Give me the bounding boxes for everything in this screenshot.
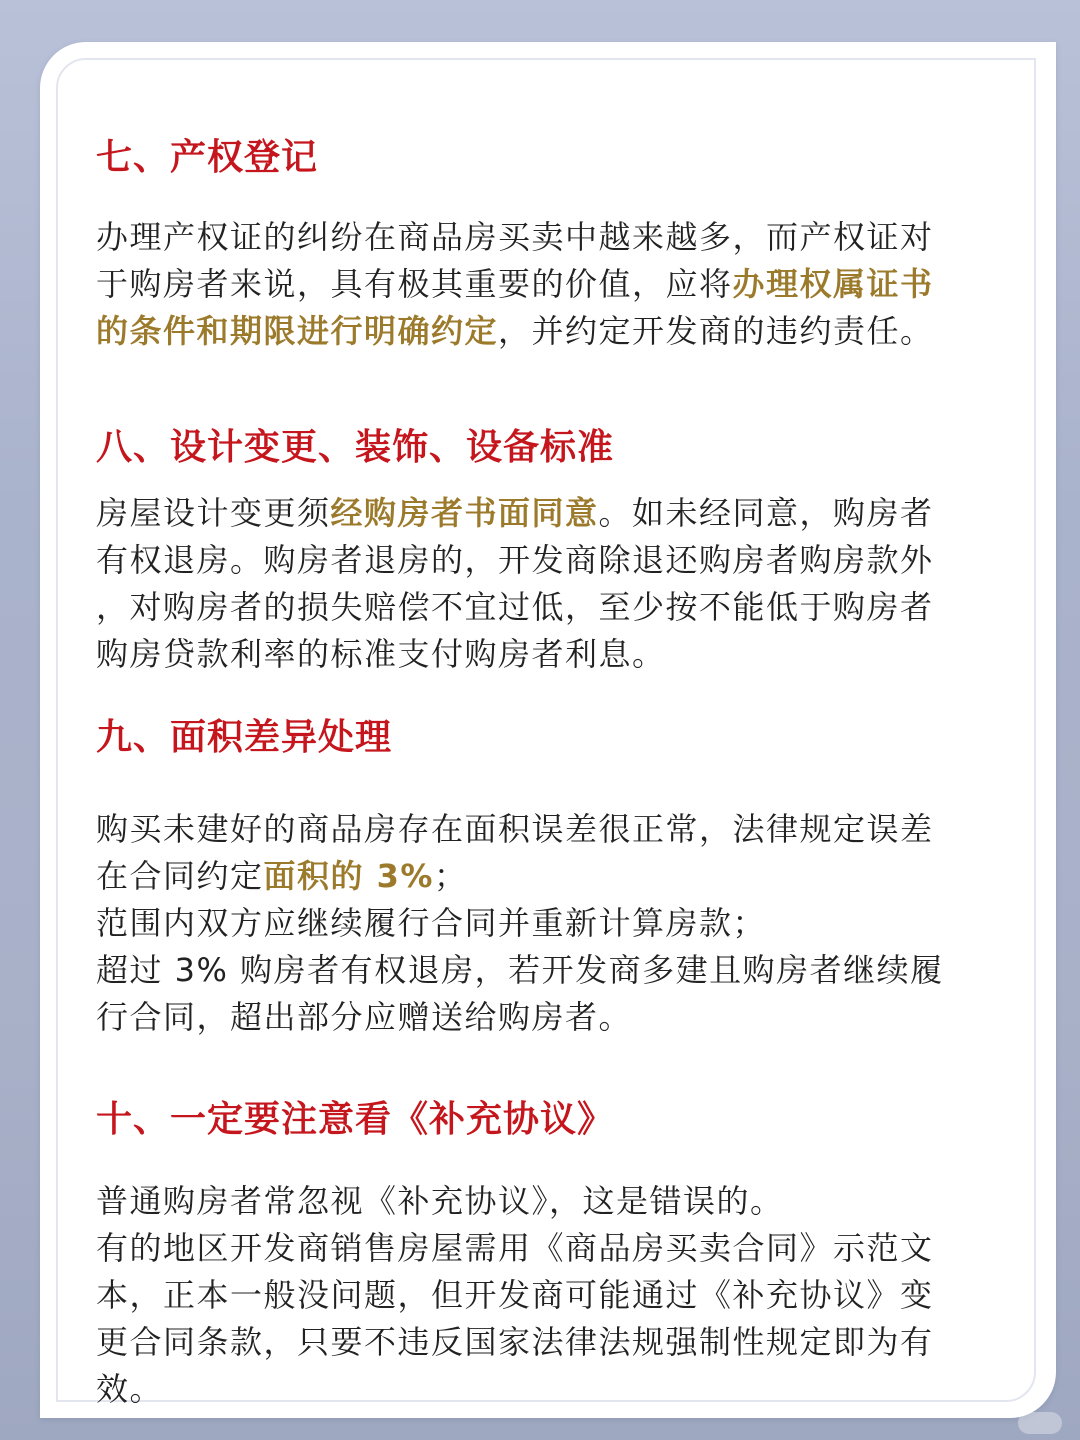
highlight-text: 面积的 3% [263, 857, 434, 895]
section-title-supplementary-agreement: 十、一定要注意看《补充协议》 [96, 1099, 615, 1140]
section-body-supplementary-agreement [96, 1178, 934, 1413]
text-segment: ，并约定开发商的违约责任。 [498, 312, 934, 350]
section-body-design-change [96, 490, 934, 678]
text-segment: 于购房者来说，具有极其重要的价值，应将 [96, 265, 733, 303]
text-line [96, 490, 934, 537]
section-title-design-change: 八、设计变更、装饰、设备标准 [96, 427, 615, 468]
text-line [96, 261, 934, 308]
section-title-area-difference: 九、面积差异处理 [96, 717, 393, 758]
text-segment: ； [434, 857, 468, 895]
highlight-text: 经购房者书面同意 [330, 494, 599, 532]
text-line: 更合同条款，只要不违反国家法律法规强制性规定即为有 [96, 1323, 934, 1361]
watermark-badge [1018, 1412, 1062, 1434]
text-line: 范围内双方应继续履行合同并重新计算房款； [96, 904, 767, 942]
text-line: 购房贷款利率的标准支付购房者利息。 [96, 635, 666, 673]
text-line: 行合同，超出部分应赠送给购房者。 [96, 998, 633, 1036]
text-line: 效。 [96, 1370, 164, 1408]
text-line [96, 308, 934, 355]
text-line: ，对购房者的损失赔偿不宜过低，至少按不能低于购房者 [96, 588, 934, 626]
highlight-text: 的条件和期限进行明确约定 [96, 312, 499, 350]
text-line: 普通购房者常忽视《补充协议》，这是错误的。 [96, 1182, 784, 1220]
text-line: 有的地区开发商销售房屋需用《商品房买卖合同》示范文 [96, 1229, 934, 1267]
section-body-property-registration [96, 214, 934, 355]
content-card [40, 42, 1056, 1418]
section-body-area-difference [96, 806, 944, 1041]
text-segment: 。如未经同意，购房者 [598, 494, 934, 532]
text-line [96, 853, 944, 900]
highlight-text: 办理权属证书 [732, 265, 934, 303]
text-line: 本，正本一般没问题，但开发商可能通过《补充协议》变 [96, 1276, 934, 1314]
text-line: 有权退房。购房者退房的，开发商除退还购房者购房款外 [96, 541, 934, 579]
text-segment: 在合同约定 [96, 857, 264, 895]
text-line: 超过 3% 购房者有权退房，若开发商多建且购房者继续履 [96, 951, 944, 989]
text-line: 购买未建好的商品房存在面积误差很正常，法律规定误差 [96, 810, 934, 848]
text-line: 办理产权证的纠纷在商品房买卖中越来越多，而产权证对 [96, 218, 934, 256]
text-segment: 房屋设计变更须 [96, 494, 331, 532]
section-title-property-registration: 七、产权登记 [96, 137, 319, 178]
